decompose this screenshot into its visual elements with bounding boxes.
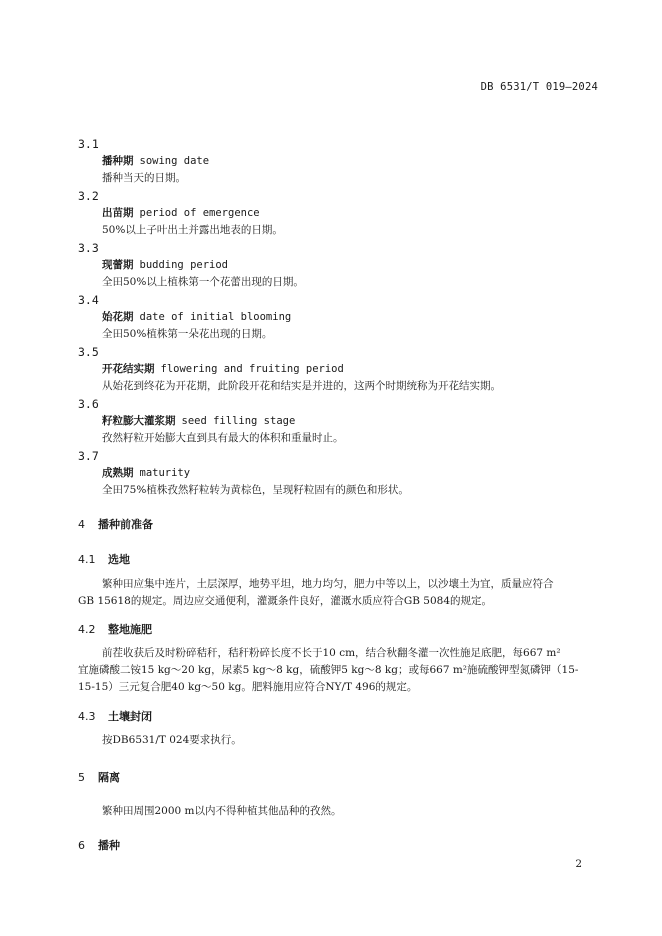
subsection-title: 整地施肥 — [108, 623, 152, 636]
term-chinese: 成熟期 — [102, 467, 134, 479]
definition-number: 3.2 — [78, 189, 99, 203]
paragraph-line: 宜施磷酸二铵15 kg～20 kg，尿素5 kg～8 kg，硫酸钾5 kg～8 kg；或每667 m²施硫酸钾型氮磷钾（15- — [78, 664, 579, 676]
section-heading-6 — [78, 837, 120, 853]
definition-body: 全田50%植株第一朵花出现的日期。 — [102, 328, 273, 340]
definition-3-6 — [78, 396, 598, 447]
definition-number: 3.7 — [78, 449, 99, 463]
section-title: 播种前准备 — [98, 518, 153, 531]
definition-term — [102, 309, 598, 326]
section-heading-5 — [78, 769, 120, 785]
definition-number: 3.6 — [78, 397, 99, 411]
definition-body: 50%以上子叶出土并露出地表的日期。 — [102, 224, 283, 236]
standard-code: DB 6531/T 019—2024 — [480, 81, 598, 93]
subsection-number: 4.3 — [78, 710, 96, 723]
term-english: maturity — [139, 467, 191, 479]
section-number: 5 — [78, 771, 85, 784]
definition-3-4 — [78, 292, 598, 343]
term-chinese: 出苗期 — [102, 207, 134, 219]
definition-body: 从始花到终花为开花期，此阶段开花和结实是并进的，这两个时期统称为开花结实期。 — [102, 380, 501, 392]
section-number: 4 — [78, 518, 85, 531]
definition-term — [102, 361, 598, 378]
paragraph-line: 前茬收获后及时粉碎秸秆，秸秆粉碎长度不长于10 cm，结合秋翻冬灌一次性施足底肥，每667 m² — [102, 647, 561, 659]
page-number: 2 — [575, 858, 582, 870]
subsection-heading-4-1 — [78, 551, 130, 567]
definition-number: 3.3 — [78, 241, 99, 255]
definition-3-7 — [78, 448, 598, 499]
definition-3-2 — [78, 188, 598, 239]
term-english: date of initial blooming — [139, 311, 292, 323]
section-heading-4 — [78, 516, 153, 532]
term-english: sowing date — [139, 155, 210, 167]
definition-number: 3.5 — [78, 345, 99, 359]
paragraph-line: 15-15）三元复合肥40 kg～50 kg。肥料施用应符合NY/T 496的规定。 — [78, 681, 418, 693]
subsection-heading-4-3 — [78, 708, 152, 724]
term-english: flowering and fruiting period — [160, 363, 344, 375]
paragraph-line: 按DB6531/T 024要求执行。 — [102, 734, 242, 746]
section-title: 隔离 — [98, 771, 120, 784]
paragraph-line: 繁种田周围2000 m以内不得种植其他品种的孜然。 — [102, 805, 342, 817]
term-chinese: 籽粒膨大灌浆期 — [102, 415, 176, 427]
definition-number: 3.4 — [78, 293, 99, 307]
definition-body: 播种当天的日期。 — [102, 172, 186, 184]
paragraph-4-2 — [78, 645, 600, 696]
subsection-title: 土壤封闭 — [108, 710, 152, 723]
paragraph-4-1 — [78, 576, 600, 610]
definition-term — [102, 465, 598, 482]
term-english: seed filling stage — [181, 415, 296, 427]
definition-number: 3.1 — [78, 137, 99, 151]
definition-3-5 — [78, 344, 598, 395]
definition-3-1 — [78, 136, 598, 187]
definition-body: 孜然籽粒开始膨大直到具有最大的体积和重量时止。 — [102, 432, 344, 444]
definition-3-3 — [78, 240, 598, 291]
definition-term — [102, 205, 598, 222]
definition-body: 全田75%植株孜然籽粒转为黄棕色，呈现籽粒固有的颜色和形状。 — [102, 484, 409, 496]
subsection-number: 4.1 — [78, 553, 96, 566]
definition-body: 全田50%以上植株第一个花蕾出现的日期。 — [102, 276, 304, 288]
term-chinese: 开花结实期 — [102, 363, 155, 375]
term-chinese: 始花期 — [102, 311, 134, 323]
subsection-number: 4.2 — [78, 623, 96, 636]
term-english: budding period — [139, 259, 229, 271]
term-english: period of emergence — [139, 207, 260, 219]
definition-term — [102, 257, 598, 274]
term-chinese: 播种期 — [102, 155, 134, 167]
definition-term — [102, 413, 598, 430]
subsection-title: 选地 — [108, 553, 130, 566]
paragraph-5 — [78, 803, 600, 820]
subsection-heading-4-2 — [78, 621, 152, 637]
term-chinese: 现蕾期 — [102, 259, 134, 271]
section-number: 6 — [78, 839, 85, 852]
paragraph-line: 繁种田应集中连片，土层深厚，地势平坦，地力均匀，肥力中等以上，以沙壤土为宜，质量应符合 — [102, 578, 554, 590]
paragraph-4-3 — [78, 732, 600, 749]
section-title: 播种 — [98, 839, 120, 852]
definition-term — [102, 153, 598, 170]
paragraph-line: GB 15618的规定。周边应交通便利，灌溉条件良好，灌溉水质应符合GB 5084的规定。 — [78, 595, 493, 607]
